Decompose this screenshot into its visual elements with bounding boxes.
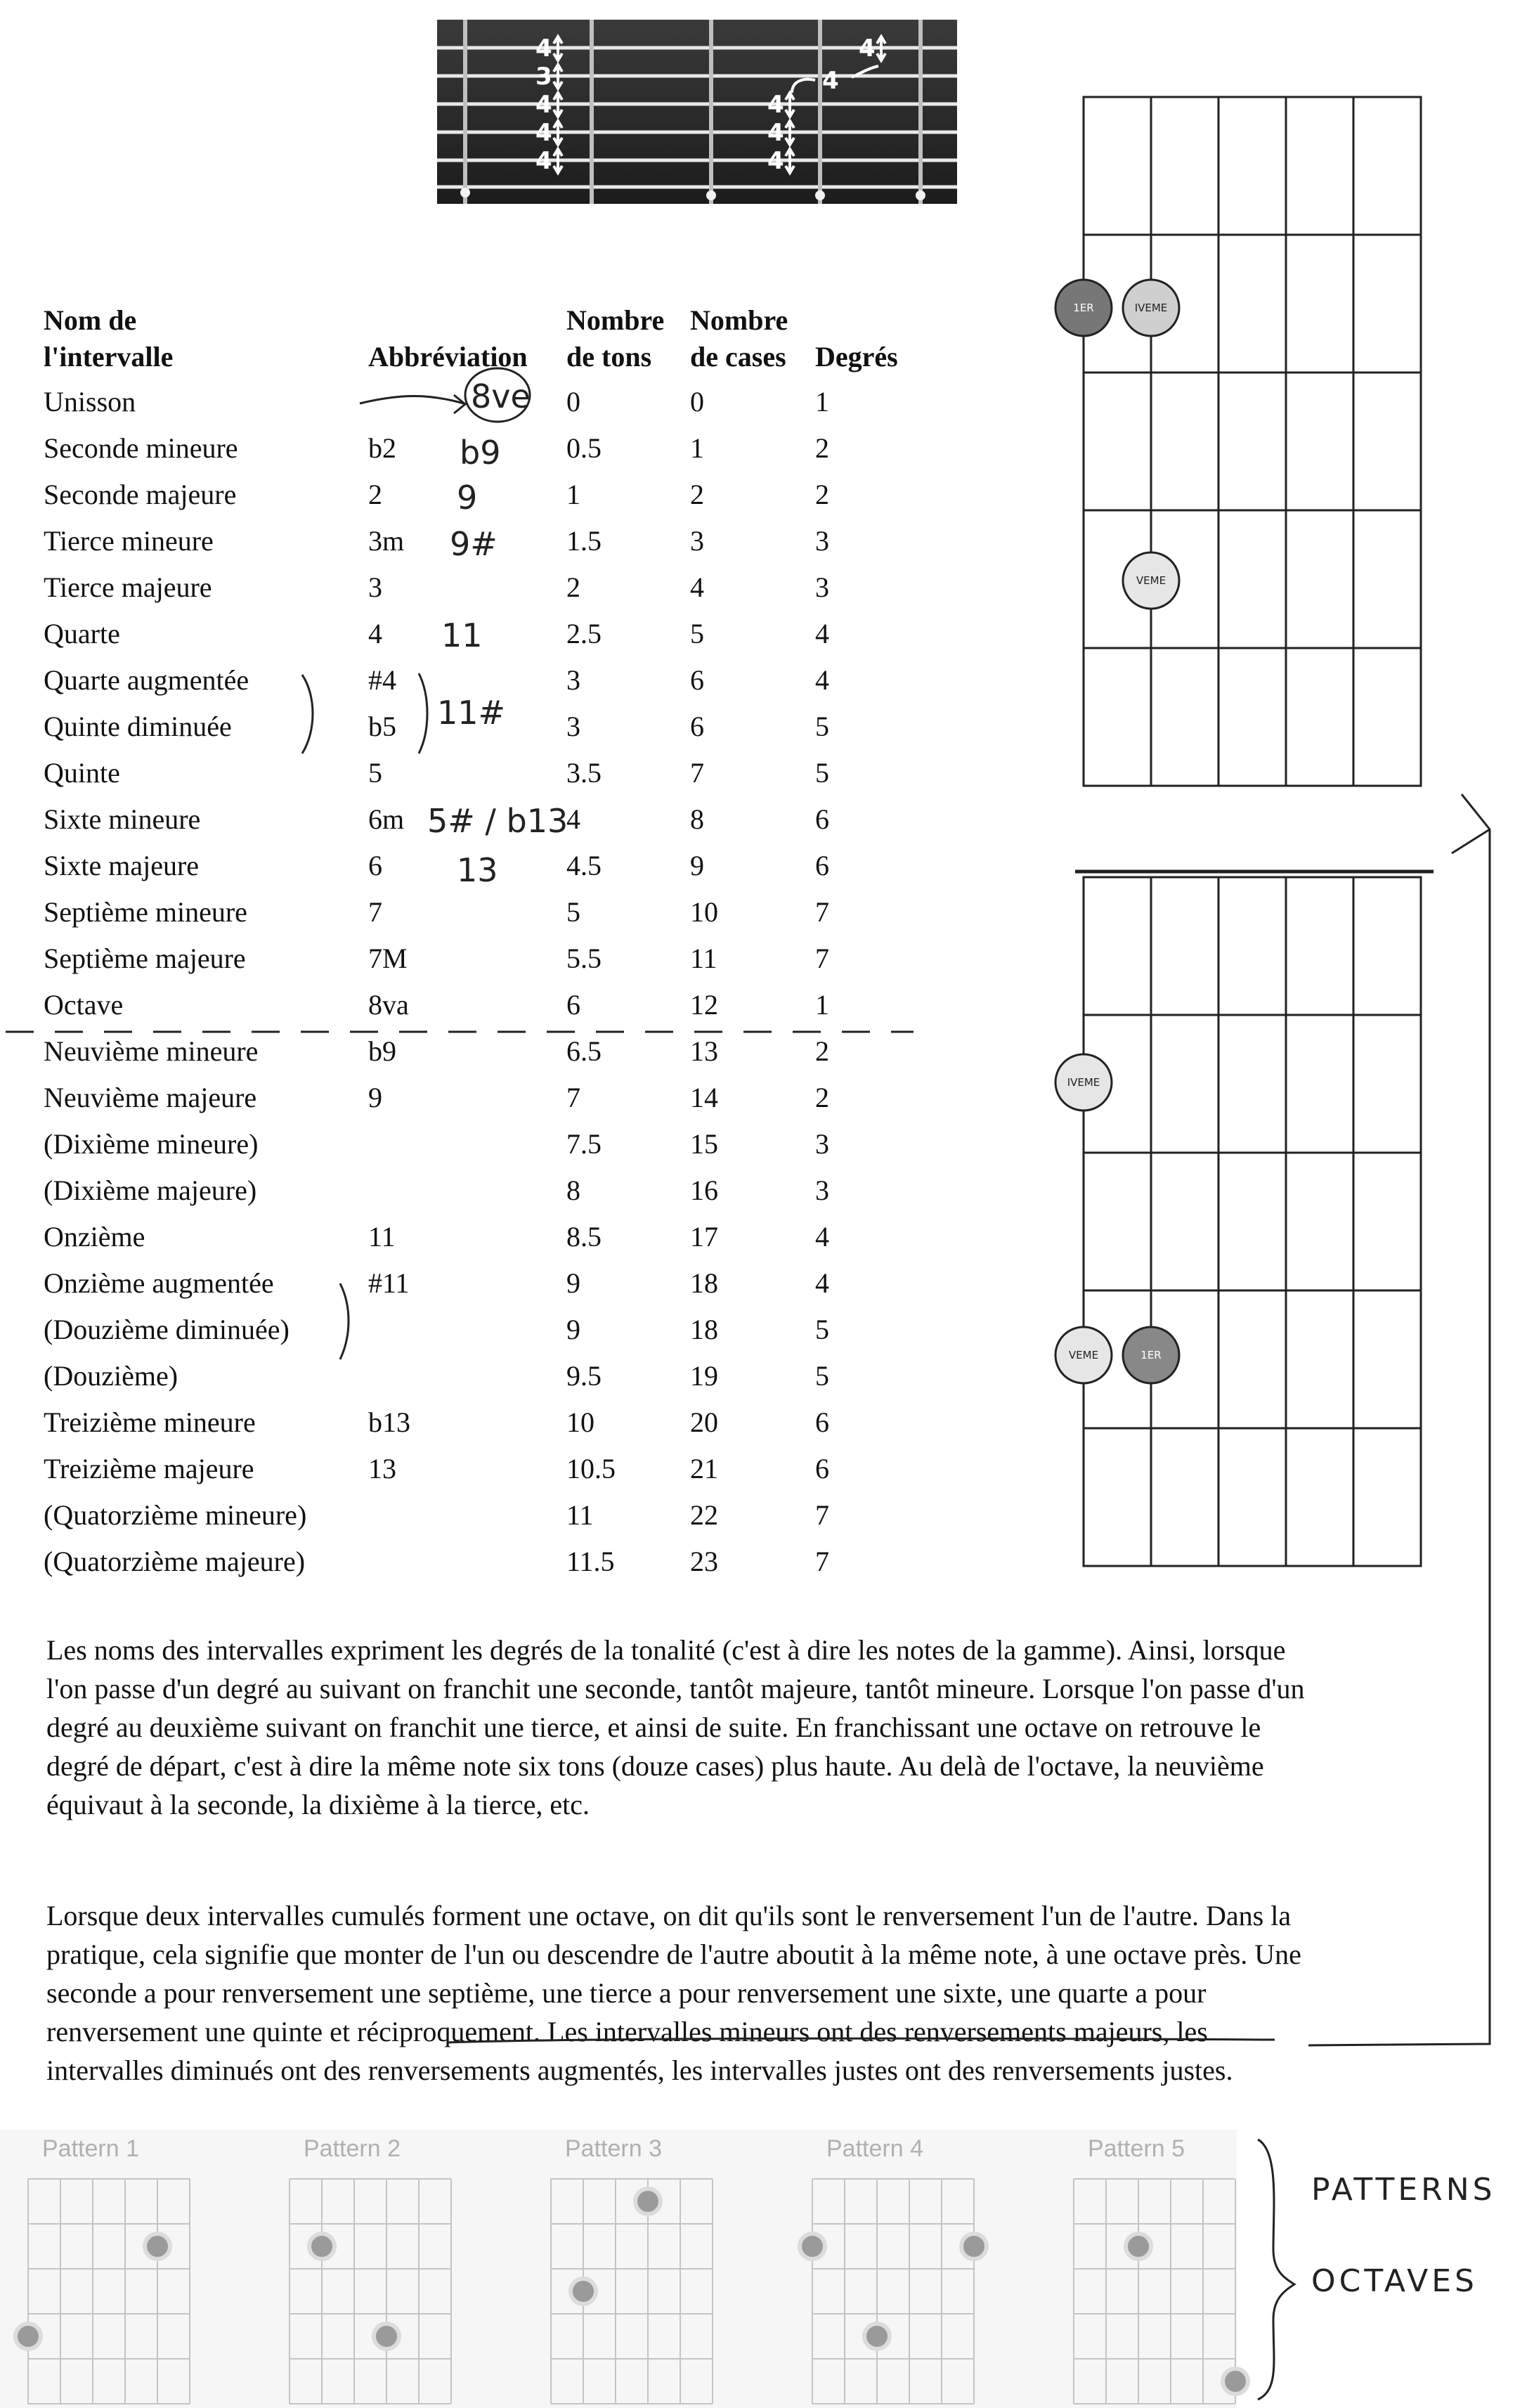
table-row [44,517,899,564]
pattern-dot [15,2324,41,2349]
pattern-dot [1126,2234,1151,2259]
cell-name: (Dixième majeure) [44,1174,257,1206]
cell-name: Seconde majeure [44,478,237,510]
photo-left-label: 4 [535,34,552,63]
cell-abbreviation [368,378,566,425]
cell-tons: 3 [566,664,580,696]
cell-abbreviation: #4 [368,664,396,696]
cell-tons: 4.5 [566,849,602,881]
pattern-dot [635,2189,661,2214]
cell-name: Treizième majeure [44,1452,254,1484]
cell-name: Neuvième mineure [44,1035,259,1067]
pattern-strip [0,2130,1237,2408]
cell-name: Tierce majeure [44,571,212,603]
pattern-dot [571,2279,596,2304]
cell-cases: 10 [690,895,718,928]
photo-arrow-label: 4 [822,67,839,95]
cell-abbreviation: b2 [368,432,396,464]
cell-tons: 8.5 [566,1220,602,1252]
cell-name: Quinte [44,756,120,789]
table-row [44,1167,899,1213]
cell-cases: 4 [690,571,704,603]
table-header-row [44,302,899,378]
cell-abbreviation [368,1538,566,1584]
cell-cases: 14 [690,1081,718,1113]
cell-name: Tierce mineure [44,524,214,557]
cell-abbreviation: 4 [368,617,382,649]
cell-name: Neuvième majeure [44,1081,257,1113]
cell-abbreviation: #11 [368,1267,410,1299]
cell-name: Sixte majeure [44,849,200,881]
pattern-dot [145,2234,170,2259]
cell-name: Onzième [44,1220,145,1252]
fretboard-diagram-2 [1067,863,1434,1566]
cell-degre: 6 [815,1406,829,1438]
cell-tons: 4 [566,803,580,835]
pattern-title: Pattern 3 [565,2135,662,2162]
pattern-dot [864,2324,890,2349]
annotation-brace [1258,2140,1294,2400]
header-nom [44,302,368,378]
cell-cases: 12 [690,988,718,1021]
note-label: IVEME [1067,1076,1100,1089]
header-cases-line2: de cases [690,341,786,373]
cell-tons: 0.5 [566,432,602,464]
note-dot-veme [1123,552,1179,609]
photo-left-label: 4 [535,119,552,147]
table-row [44,1120,899,1167]
cell-cases: 1 [690,432,704,464]
note-label: 1ER [1140,1349,1162,1361]
table-row [44,1213,899,1260]
cell-cases: 2 [690,478,704,510]
pattern-dot [800,2234,825,2259]
photo-left-label: 4 [535,91,552,119]
cell-tons: 0 [566,385,580,417]
cell-name: (Quatorzième mineure) [44,1498,307,1531]
cell-abbreviation: b13 [368,1406,410,1438]
cell-abbreviation [368,1491,566,1538]
cell-degre: 5 [815,1359,829,1392]
cell-cases: 18 [690,1313,718,1345]
cell-tons: 11.5 [566,1545,615,1577]
cell-degre: 2 [815,478,829,510]
table-row [44,888,899,935]
fretboard-photo [437,20,957,216]
header-nom-line1: Nom de [44,304,137,336]
cell-degre: 4 [815,1220,829,1252]
cell-degre: 5 [815,710,829,742]
cell-abbreviation: 2 [368,478,382,510]
note-dot-veme [1055,1327,1112,1383]
cell-tons: 1 [566,478,580,510]
cell-degre: 5 [815,756,829,789]
table-row [44,1491,899,1538]
table-row [44,1399,899,1445]
annotation-8ve: 8ve [471,377,531,415]
cell-abbreviation: 7M [368,942,408,974]
pattern-diagram [282,2179,458,2404]
cell-tons: 2 [566,571,580,603]
table-row [44,703,899,749]
cell-tons: 8 [566,1174,580,1206]
table-row [44,610,899,656]
pattern-dot [374,2324,399,2349]
cell-tons: 9.5 [566,1359,602,1392]
cell-abbreviation: 6 [368,849,382,881]
cell-cases: 22 [690,1498,718,1531]
cell-tons: 1.5 [566,524,602,557]
note-label: 1ER [1073,302,1094,314]
table-row [44,842,899,888]
cell-cases: 19 [690,1359,718,1392]
cell-name: Quarte [44,617,120,649]
header-abbreviation: Abbréviation [368,341,528,373]
annotation-13: 13 [457,851,498,889]
cell-abbreviation: 6m [368,803,405,835]
pattern-dot [961,2234,987,2259]
cell-cases: 15 [690,1127,718,1160]
cell-degre: 3 [815,571,829,603]
cell-degre: 2 [815,432,829,464]
cell-tons: 3.5 [566,756,602,789]
cell-tons: 9 [566,1267,580,1299]
cell-abbreviation: 9 [368,1081,382,1113]
table-row [44,981,899,1028]
table-row [44,796,899,842]
note-dot-1er [1055,280,1112,336]
note-dot-iveme [1123,280,1179,336]
cell-name: Quarte augmentée [44,664,249,696]
cell-degre: 6 [815,1452,829,1484]
cell-degre: 7 [815,1498,829,1531]
cell-abbreviation [368,1306,566,1352]
cell-tons: 11 [566,1498,594,1531]
cell-degre: 1 [815,385,829,417]
cell-cases: 3 [690,524,704,557]
header-tons-line1: Nombre [566,304,665,336]
cell-abbreviation: b5 [368,710,396,742]
cell-cases: 17 [690,1220,718,1252]
cell-degre: 4 [815,617,829,649]
header-tons-line2: de tons [566,341,652,373]
cell-tons: 10.5 [566,1452,616,1484]
cell-name: Sixte mineure [44,803,201,835]
photo-left-label: 3 [535,63,552,91]
interval-table [44,302,899,1584]
cell-name: (Douzième) [44,1359,178,1392]
photo-right-label: 4 [859,34,876,63]
cell-name: (Dixième mineure) [44,1127,259,1160]
cell-tons: 5 [566,895,580,928]
header-cases-line1: Nombre [690,304,788,336]
cell-name: (Douzième diminuée) [44,1313,290,1345]
annotation-5sharp-b13: 5# / b13 [427,802,568,840]
table-row [44,1028,899,1074]
cell-degre: 6 [815,803,829,835]
table-row [44,1306,899,1352]
table-row [44,564,899,610]
cell-cases: 13 [690,1035,718,1067]
cell-tons: 9 [566,1313,580,1345]
table-row [44,1445,899,1491]
cell-abbreviation [368,1120,566,1167]
header-cases [690,302,815,378]
side-note-patterns: PATTERNS [1311,2172,1496,2208]
table-row [44,935,899,981]
pattern-dot [1223,2369,1248,2394]
cell-abbreviation: 11 [368,1220,396,1252]
cell-tons: 3 [566,710,580,742]
photo-right-label: 4 [767,147,784,175]
annotation-11: 11 [441,616,483,654]
table-row [44,425,899,471]
side-note-octaves: OCTAVES [1311,2263,1478,2299]
fretboard-diagram-1 [1075,97,1434,787]
cell-abbreviation: 8va [368,988,409,1021]
cell-abbreviation: 13 [368,1452,396,1484]
cell-abbreviation [368,1167,566,1213]
cell-cases: 5 [690,617,704,649]
pattern-title: Pattern 2 [304,2135,401,2162]
cell-degre: 6 [815,849,829,881]
cell-abbreviation: 3 [368,571,382,603]
cell-cases: 18 [690,1267,718,1299]
cell-cases: 20 [690,1406,718,1438]
cell-name: Octave [44,988,124,1021]
cell-tons: 5.5 [566,942,602,974]
header-degres: Degrés [815,341,898,373]
cell-abbreviation: 5 [368,756,382,789]
pattern-title: Pattern 5 [1088,2135,1185,2162]
header-tons [566,302,690,378]
table-row [44,1260,899,1306]
cell-degre: 1 [815,988,829,1021]
photo-right-label: 4 [767,119,784,147]
cell-name: Onzième augmentée [44,1267,274,1299]
table-row [44,1074,899,1120]
cell-cases: 23 [690,1545,718,1577]
annotation-11sharp: 11# [437,694,506,732]
cell-abbreviation [368,1352,566,1399]
note-label: VEME [1136,574,1166,587]
cell-tons: 10 [566,1406,594,1438]
cell-degre: 7 [815,942,829,974]
annotation-9sharp: 9# [450,525,498,563]
cell-degre: 2 [815,1081,829,1113]
note-dot-1er [1123,1327,1179,1383]
table-row [44,749,899,796]
cell-degre: 7 [815,895,829,928]
paragraph-renversement: Lorsque deux intervalles cumulés forment une octave, on dit qu'ils sont le renversement l'un de l'autre. Dans la pratique, cela signifie que monter de l'un ou descendre de l'autre aboutit à la même note, à une octave près. Une seconde a pour renversement une septième, une tierce a pour renversement une sixte, une quarte a pour renversement une quinte et réciproquement. Les intervalles mineurs ont des renversements majeurs, les intervalles diminués ont des renversements augmentés, les intervalles justes ont des renversements justes. [46,1900,1301,2086]
pattern-diagram [1067,2179,1242,2404]
cell-abbreviation: 7 [368,895,382,928]
cell-degre: 3 [815,1127,829,1160]
cell-cases: 11 [690,942,717,974]
cell-degre: 2 [815,1035,829,1067]
cell-tons: 7.5 [566,1127,602,1160]
cell-cases: 16 [690,1174,718,1206]
cell-cases: 8 [690,803,704,835]
photo-left-label: 4 [535,147,552,175]
cell-tons: 2.5 [566,617,602,649]
cell-tons: 7 [566,1081,580,1113]
cell-cases: 9 [690,849,704,881]
paragraph-intervals: Les noms des intervalles expriment les degrés de la tonalité (c'est à dire les notes de la gamme). Ainsi, lorsque l'on passe d'un degré au suivant on franchit une seconde, tantôt majeure, tantôt mineure. Lorsque l'on passe d'un degré au deuxième suivant on franchit une tierce, et ainsi de suite. En franchissant une octave on retrouve le degré de départ, c'est à dire la même note six tons (douze cases) plus haute. Au delà de l'octave, la neuvième équivaut à la seconde, la dixième à la tierce, etc. [46,1634,1305,1820]
pattern-diagram [805,2179,981,2404]
photo-right-label: 4 [767,91,784,119]
cell-degre: 3 [815,524,829,557]
cell-name: Quinte diminuée [44,710,232,742]
cell-cases: 7 [690,756,704,789]
cell-tons: 6 [566,988,580,1021]
cell-degre: 5 [815,1313,829,1345]
cell-degre: 3 [815,1174,829,1206]
cell-cases: 21 [690,1452,718,1484]
table-row [44,378,899,425]
cell-name: Septième mineure [44,895,247,928]
note-label: VEME [1068,1349,1099,1361]
cell-name: (Quatorzième majeure) [44,1545,306,1577]
table-row [44,1352,899,1399]
cell-tons: 6.5 [566,1035,602,1067]
pattern-title: Pattern 1 [42,2135,139,2162]
table-row [44,471,899,517]
note-label: IVEME [1134,302,1168,314]
cell-abbreviation: 3m [368,524,405,557]
pattern-diagram [21,2179,197,2404]
cell-cases: 6 [690,664,704,696]
cell-name: Treizième mineure [44,1406,256,1438]
note-dot-iveme [1055,1054,1112,1111]
table-row [44,1538,899,1584]
cell-name: Unisson [44,385,136,417]
cell-abbreviation: b9 [368,1035,396,1067]
pattern-diagram [544,2179,720,2404]
pattern-dot [309,2234,334,2259]
cell-degre: 4 [815,664,829,696]
cell-cases: 0 [690,385,704,417]
annotation-9: 9 [457,479,478,517]
cell-degre: 7 [815,1545,829,1577]
header-nom-line2: l'intervalle [44,341,174,373]
cell-name: Septième majeure [44,942,246,974]
table-row [44,656,899,703]
annotation-b9: b9 [460,434,501,472]
cell-cases: 6 [690,710,704,742]
cell-name: Seconde mineure [44,432,238,464]
pattern-title: Pattern 4 [826,2135,923,2162]
cell-degre: 4 [815,1267,829,1299]
